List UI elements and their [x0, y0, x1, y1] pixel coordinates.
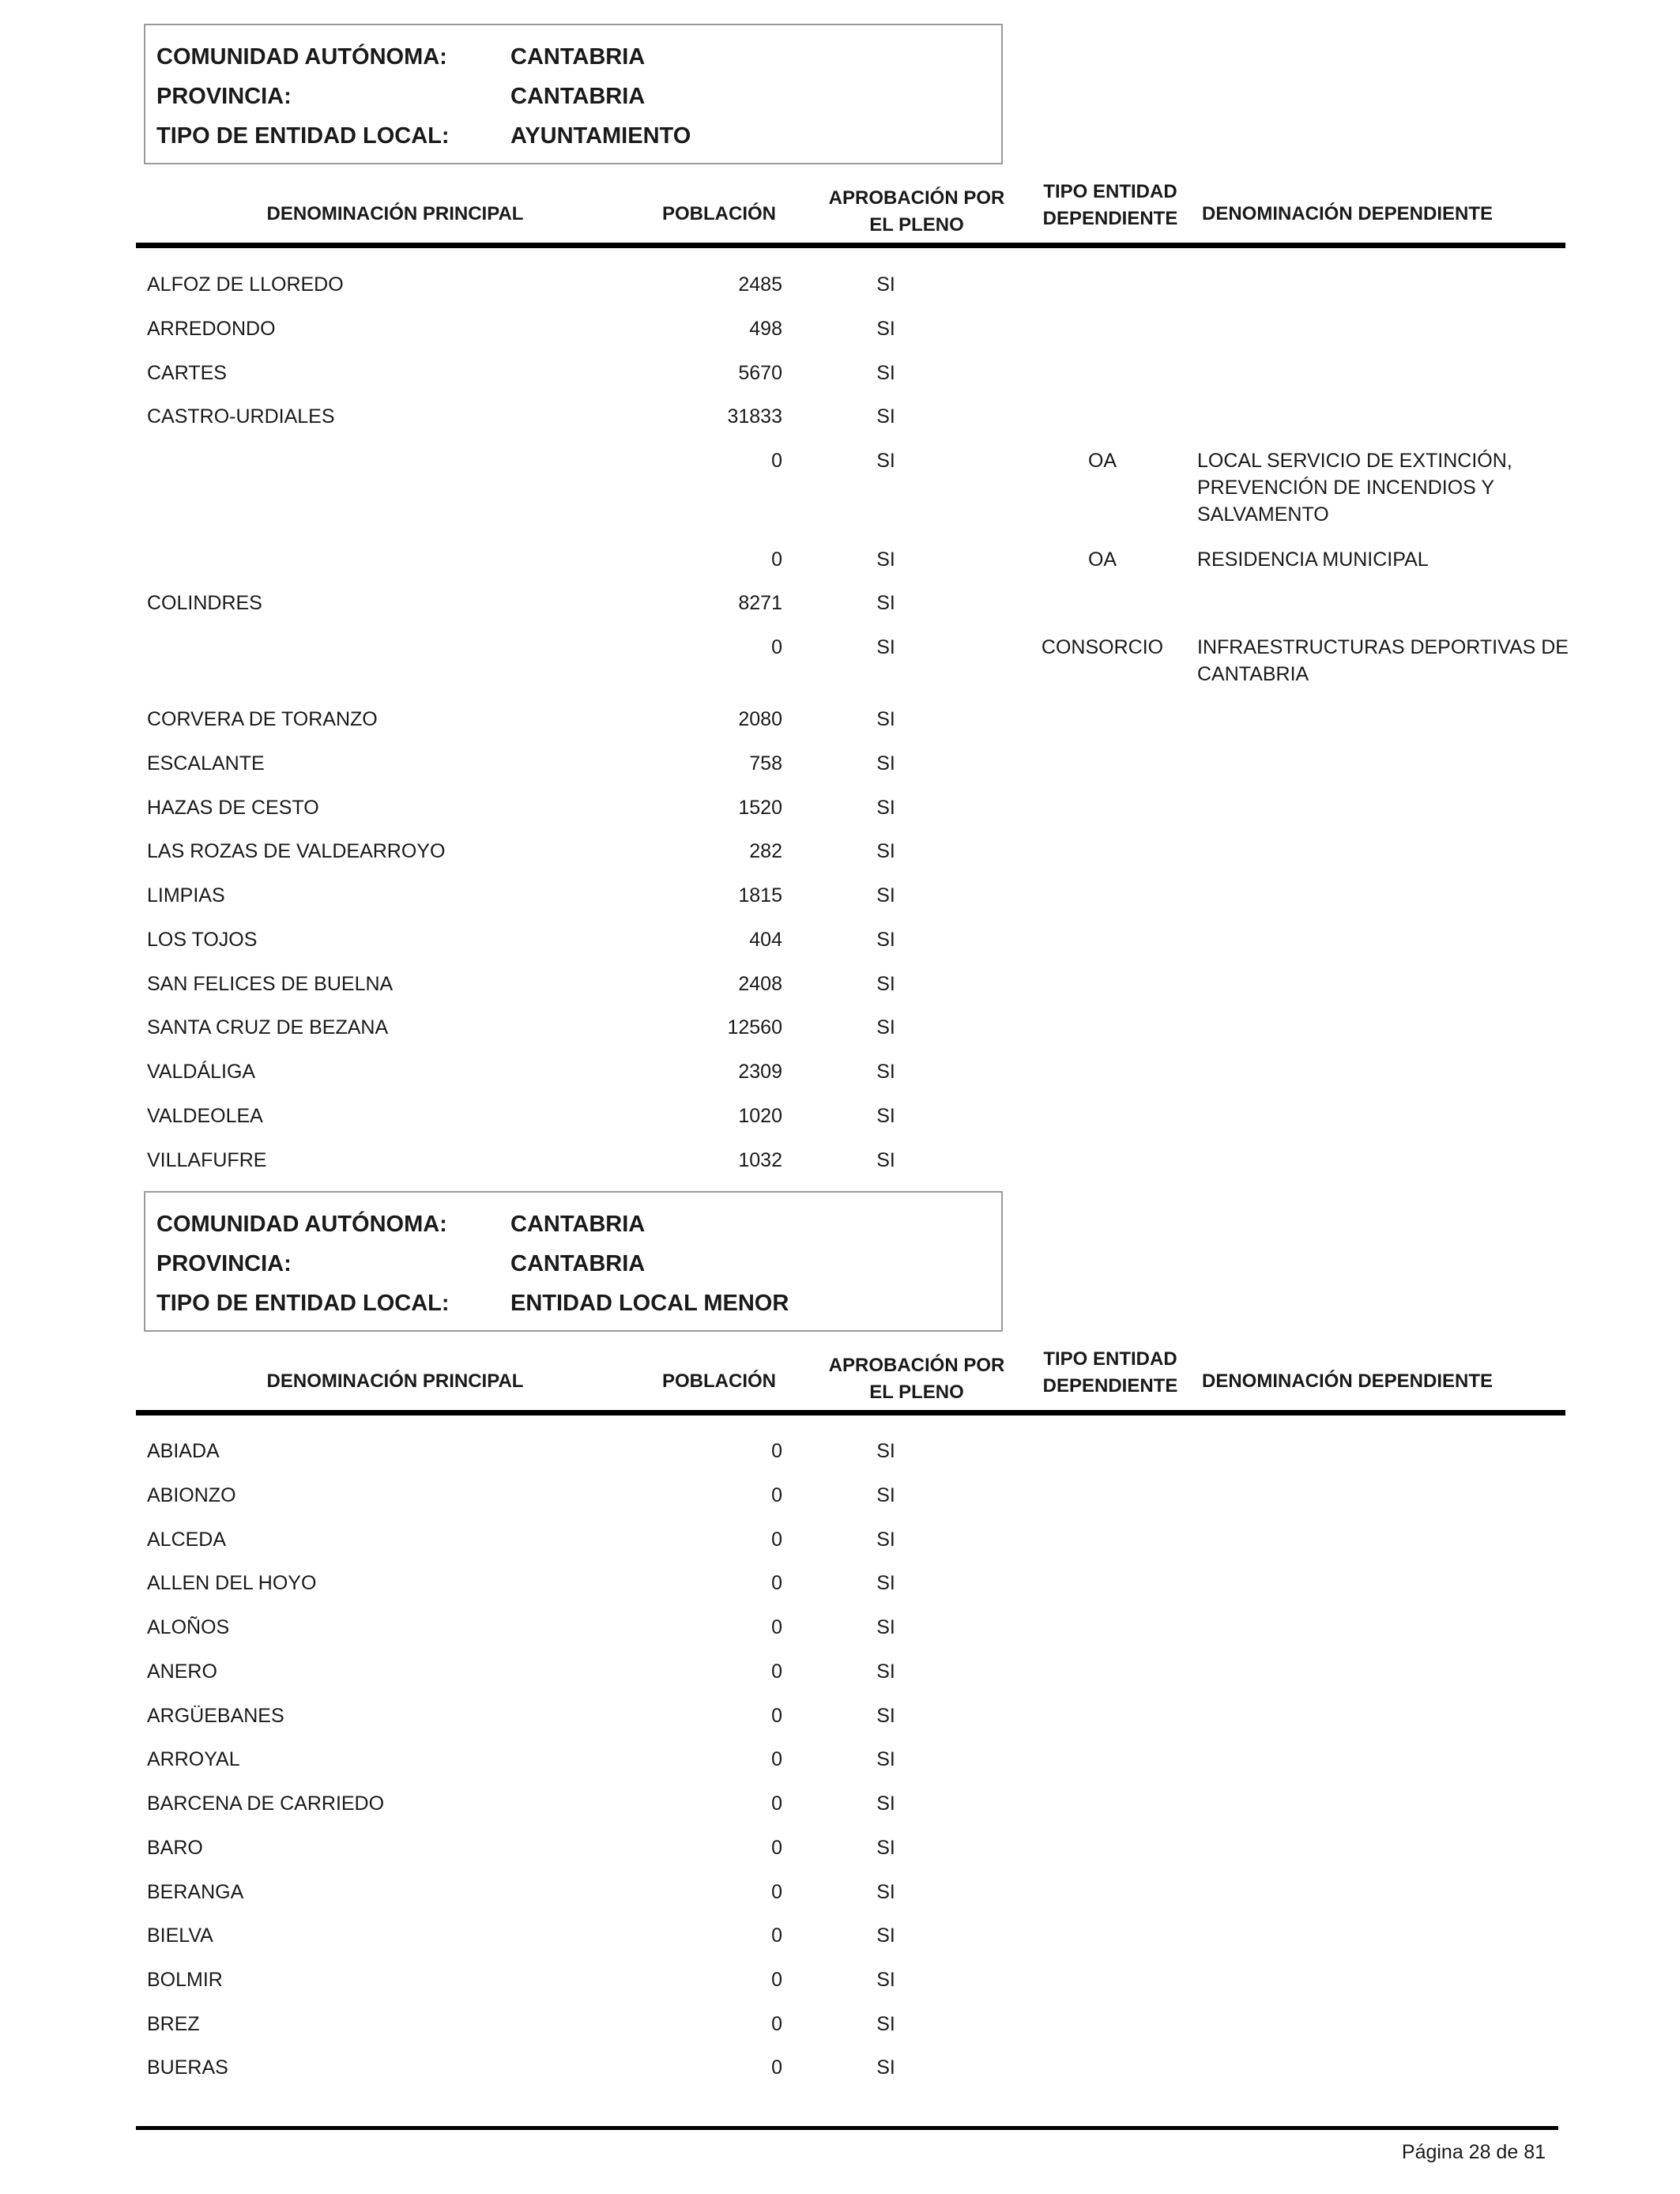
row-aprobacion: SI: [876, 1881, 895, 1903]
row-poblacion: 1520: [738, 797, 782, 819]
entity-info-box: [144, 1191, 1003, 1332]
row-poblacion: 404: [749, 929, 782, 951]
row-poblacion: 0: [771, 1969, 782, 1991]
row-poblacion: 5670: [738, 362, 782, 384]
col-aprobacion-line2: EL PLENO: [869, 1382, 964, 1403]
row-name: LAS ROZAS DE VALDEARROYO: [147, 840, 446, 862]
row-denominacion-dependiente: LOCAL SERVICIO DE EXTINCIÓN, PREVENCIÓN DE INCENDIOS Y SALVAMENTO: [1197, 450, 1512, 526]
row-poblacion: 758: [749, 752, 782, 775]
row-aprobacion: SI: [876, 1484, 895, 1506]
row-poblacion: 0: [771, 1924, 782, 1947]
tipo-entidad-label: TIPO DE ENTIDAD LOCAL:: [156, 123, 450, 149]
row-name: BREZ: [147, 2013, 200, 2035]
row-poblacion: 0: [771, 548, 782, 571]
col-denominacion-dependiente: DENOMINACIÓN DEPENDIENTE: [1201, 203, 1494, 224]
provincia-value: CANTABRIA: [510, 1251, 646, 1276]
row-aprobacion: SI: [876, 1529, 895, 1551]
row-name: BUERAS: [147, 2056, 228, 2079]
row-aprobacion: SI: [876, 450, 895, 472]
row-poblacion: 0: [771, 1881, 782, 1903]
row-name: BIELVA: [147, 1924, 213, 1947]
row-name: VALDEOLEA: [147, 1105, 263, 1127]
col-aprobacion-line1: APROBACIÓN POR: [828, 187, 1005, 209]
row-name: ALOÑOS: [147, 1616, 230, 1638]
row-aprobacion: SI: [876, 1705, 895, 1727]
tipo-entidad-label: TIPO DE ENTIDAD LOCAL:: [156, 1291, 450, 1316]
row-poblacion: 0: [771, 1705, 782, 1727]
row-aprobacion: SI: [876, 592, 895, 614]
row-name: ARREDONDO: [147, 318, 276, 340]
row-poblacion: 1815: [738, 884, 782, 907]
comunidad-label: COMUNIDAD AUTÓNOMA:: [156, 44, 447, 70]
row-name: ABIONZO: [147, 1484, 236, 1506]
row-name: VALDÁLIGA: [147, 1061, 256, 1083]
row-aprobacion: SI: [876, 1748, 895, 1770]
tipo-entidad-value: ENTIDAD LOCAL MENOR: [510, 1291, 789, 1316]
row-poblacion: 498: [749, 318, 782, 340]
row-aprobacion: SI: [876, 1016, 895, 1039]
footer-rule: [136, 2126, 1558, 2130]
row-aprobacion: SI: [876, 708, 895, 730]
row-poblacion: 0: [771, 1661, 782, 1683]
row-name: LOS TOJOS: [147, 929, 258, 951]
row-poblacion: 0: [771, 1793, 782, 1815]
row-aprobacion: SI: [876, 1105, 895, 1127]
page-number: Página 28 de 81: [1401, 2141, 1546, 2163]
row-poblacion: 0: [771, 1484, 782, 1506]
row-poblacion: 2080: [738, 708, 782, 730]
row-aprobacion: SI: [876, 797, 895, 819]
row-aprobacion: SI: [876, 929, 895, 951]
row-name: ESCALANTE: [147, 752, 265, 775]
row-aprobacion: SI: [876, 318, 895, 340]
col-tipo-line2: DEPENDIENTE: [1042, 1375, 1178, 1397]
row-poblacion: 0: [771, 636, 782, 658]
row-aprobacion: SI: [876, 1793, 895, 1815]
row-aprobacion: SI: [876, 273, 895, 296]
row-aprobacion: SI: [876, 1661, 895, 1683]
row-aprobacion: SI: [876, 1149, 895, 1171]
row-name: BERANGA: [147, 1881, 244, 1903]
row-tipo-dependiente: CONSORCIO: [1041, 636, 1164, 658]
row-name: ALFOZ DE LLOREDO: [147, 273, 344, 296]
row-aprobacion: SI: [876, 2013, 895, 2035]
col-aprobacion-line1: APROBACIÓN POR: [828, 1355, 1005, 1376]
row-aprobacion: SI: [876, 2056, 895, 2079]
row-aprobacion: SI: [876, 1061, 895, 1083]
row-aprobacion: SI: [876, 405, 895, 428]
col-tipo-line1: TIPO ENTIDAD: [1043, 1348, 1177, 1370]
row-name: COLINDRES: [147, 592, 262, 614]
row-aprobacion: SI: [876, 548, 895, 571]
row-name: CARTES: [147, 362, 227, 384]
row-poblacion: 2485: [738, 273, 782, 296]
row-poblacion: 282: [749, 840, 782, 862]
row-poblacion: 1032: [738, 1149, 782, 1171]
header-rule: [136, 243, 1565, 248]
tipo-entidad-value: AYUNTAMIENTO: [510, 123, 691, 149]
row-poblacion: 0: [771, 1748, 782, 1770]
comunidad-value: CANTABRIA: [510, 44, 646, 70]
col-tipo-line1: TIPO ENTIDAD: [1043, 181, 1177, 202]
row-aprobacion: SI: [876, 1924, 895, 1947]
row-name: SAN FELICES DE BUELNA: [147, 973, 394, 995]
col-denominacion-principal: DENOMINACIÓN PRINCIPAL: [266, 1370, 524, 1392]
row-name: ARROYAL: [147, 1748, 240, 1770]
row-aprobacion: SI: [876, 362, 895, 384]
row-name: VILLAFUFRE: [147, 1149, 267, 1171]
row-poblacion: 0: [771, 1440, 782, 1462]
col-tipo-line2: DEPENDIENTE: [1042, 208, 1178, 229]
comunidad-value: CANTABRIA: [510, 1212, 646, 1237]
row-poblacion: 0: [771, 1616, 782, 1638]
row-name: BARO: [147, 1837, 203, 1859]
row-poblacion: 0: [771, 2056, 782, 2079]
row-poblacion: 0: [771, 2013, 782, 2035]
row-aprobacion: SI: [876, 752, 895, 775]
row-poblacion: 31833: [727, 405, 782, 428]
row-aprobacion: SI: [876, 1837, 895, 1859]
row-aprobacion: SI: [876, 973, 895, 995]
row-poblacion: 0: [771, 1529, 782, 1551]
provincia-label: PROVINCIA:: [156, 1251, 292, 1276]
row-name: SANTA CRUZ DE BEZANA: [147, 1016, 389, 1039]
row-poblacion: 2408: [738, 973, 782, 995]
row-poblacion: 0: [771, 450, 782, 472]
row-name: BARCENA DE CARRIEDO: [147, 1793, 385, 1815]
row-poblacion: 2309: [738, 1061, 782, 1083]
row-denominacion-dependiente: RESIDENCIA MUNICIPAL: [1197, 548, 1429, 571]
provincia-value: CANTABRIA: [510, 84, 646, 109]
comunidad-label: COMUNIDAD AUTÓNOMA:: [156, 1212, 447, 1237]
row-tipo-dependiente: OA: [1087, 548, 1117, 571]
col-denominacion-principal: DENOMINACIÓN PRINCIPAL: [266, 203, 524, 224]
row-name: CASTRO-URDIALES: [147, 405, 335, 428]
row-aprobacion: SI: [876, 1572, 895, 1594]
row-name: ALLEN DEL HOYO: [147, 1572, 317, 1594]
col-aprobacion-line2: EL PLENO: [869, 214, 964, 236]
row-denominacion-dependiente: INFRAESTRUCTURAS DEPORTIVAS DE CANTABRIA: [1197, 636, 1569, 685]
row-poblacion: 0: [771, 1837, 782, 1859]
row-aprobacion: SI: [876, 840, 895, 862]
row-aprobacion: SI: [876, 1440, 895, 1462]
row-tipo-dependiente: OA: [1087, 450, 1117, 472]
col-denominacion-dependiente: DENOMINACIÓN DEPENDIENTE: [1201, 1370, 1494, 1392]
entity-info-box: [144, 24, 1003, 164]
col-poblacion: POBLACIÓN: [662, 203, 776, 224]
row-name: BOLMIR: [147, 1969, 223, 1991]
row-poblacion: 1020: [738, 1105, 782, 1127]
col-poblacion: POBLACIÓN: [662, 1370, 776, 1392]
row-aprobacion: SI: [876, 1616, 895, 1638]
row-poblacion: 8271: [738, 592, 782, 614]
row-name: ALCEDA: [147, 1529, 227, 1551]
provincia-label: PROVINCIA:: [156, 84, 292, 109]
row-poblacion: 12560: [727, 1016, 782, 1039]
row-poblacion: 0: [771, 1572, 782, 1594]
row-aprobacion: SI: [876, 884, 895, 907]
row-name: ANERO: [147, 1661, 217, 1683]
row-name: ABIADA: [147, 1440, 220, 1462]
row-name: HAZAS DE CESTO: [147, 797, 319, 819]
row-name: CORVERA DE TORANZO: [147, 708, 378, 730]
row-name: ARGÜEBANES: [147, 1705, 284, 1727]
row-aprobacion: SI: [876, 636, 895, 658]
row-aprobacion: SI: [876, 1969, 895, 1991]
header-rule: [136, 1410, 1565, 1416]
row-name: LIMPIAS: [147, 884, 225, 907]
